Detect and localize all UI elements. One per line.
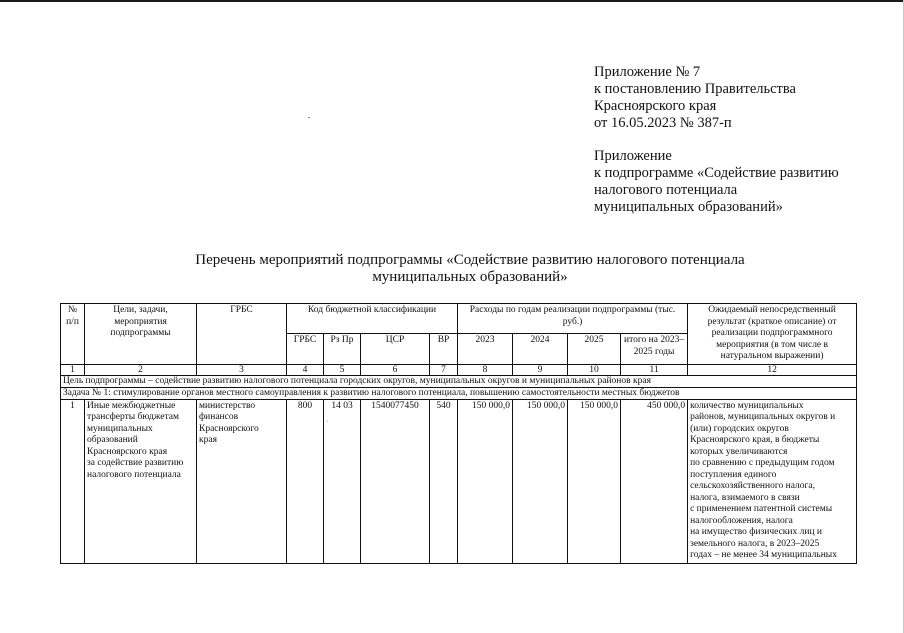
result-line: налогообложения, налога xyxy=(690,515,793,526)
amount-total: 450 000,0 xyxy=(621,399,688,563)
measure-name-line: Иные межбюджетные xyxy=(87,400,176,411)
measure-name-line: трансферты бюджетам xyxy=(87,412,179,422)
column-number: 9 xyxy=(513,364,568,375)
result-line: земельного налога, в 2023–2025 xyxy=(690,538,820,549)
col-header-rzpr: Рз Пр xyxy=(324,334,361,364)
col-header-costs-group: Расходы по годам реализации подпрограммы (тыс. руб.) xyxy=(458,304,688,334)
result-line: сельскохозяйственного налога, xyxy=(690,481,815,491)
measure-name-line: муниципальных xyxy=(87,423,153,434)
document-title xyxy=(140,252,800,286)
result-line: количество муниципальных xyxy=(690,400,804,411)
code-grbs-cell: 800 xyxy=(287,399,324,563)
column-number: 12 xyxy=(688,364,857,375)
grbs-name xyxy=(197,399,287,563)
measure-name xyxy=(85,399,197,563)
column-number: 1 xyxy=(61,364,85,375)
task-row xyxy=(61,387,857,399)
row-number: 1 xyxy=(61,399,85,563)
page-top-edge xyxy=(0,0,904,2)
column-number: 6 xyxy=(361,364,430,375)
col-header-vr: ВР xyxy=(430,334,458,364)
measure-name-line: образований xyxy=(87,435,138,445)
result-line: по сравнению с предыдущим годом xyxy=(690,458,835,468)
title-line-1: Перечень мероприятий подпрограммы «Содействие развитию налогового потенциала xyxy=(195,252,745,268)
scan-mark: · xyxy=(326,417,329,426)
header-row-top xyxy=(61,304,857,334)
measures-table xyxy=(60,303,857,564)
col-header-code-group: Код бюджетной классификации xyxy=(287,304,458,334)
header-line: Приложение № 7 xyxy=(594,64,701,80)
column-number: 5 xyxy=(324,364,361,375)
result-line: районов, муниципальных округов и xyxy=(690,412,836,422)
grbs-name-line: края xyxy=(199,435,217,445)
col-header-num: № п/п xyxy=(61,304,85,365)
grbs-name-line: Красноярского xyxy=(199,423,259,434)
header-line: муниципальных образований» xyxy=(594,199,783,215)
appendix-header xyxy=(594,64,894,216)
amount-2023: 150 000,0 xyxy=(458,399,513,563)
result-line: на имущество физических лиц и xyxy=(690,527,822,537)
goal-row xyxy=(61,375,857,387)
column-number-row xyxy=(61,364,857,375)
table-row xyxy=(61,399,857,563)
rzpr-cell xyxy=(324,399,361,563)
column-number: 4 xyxy=(287,364,324,375)
col-header-result: Ожидаемый непосредственный результат (краткое описание) от реализации подпрограммного мероприятия (в том числе в натуральном выражении) xyxy=(688,304,857,365)
col-header-2025: 2025 xyxy=(568,334,621,364)
col-header-goals: Цели, задачи, мероприятия подпрограммы xyxy=(85,304,197,365)
column-number: 7 xyxy=(430,364,458,375)
col-header-grbs: ГРБС xyxy=(197,304,287,365)
result-line: годах – не менее 34 муниципальных xyxy=(690,550,837,560)
result-line: (или) городских округов xyxy=(690,423,789,434)
amount-2025: 150 000,0 xyxy=(568,399,621,563)
grbs-name-line: финансов xyxy=(199,412,239,422)
goal-text: Цель подпрограммы – содействие развитию налогового потенциала городских округов, муниципальных округов и муниципальных районов края xyxy=(61,375,857,387)
expected-result xyxy=(688,399,857,563)
scan-speck xyxy=(308,117,310,118)
col-header-2023: 2023 xyxy=(458,334,513,364)
header-line: от 16.05.2023 № 387-п xyxy=(594,115,732,131)
title-line-2: муниципальных образований» xyxy=(372,269,568,285)
column-number: 8 xyxy=(458,364,513,375)
column-number: 11 xyxy=(621,364,688,375)
vr-cell: 540 xyxy=(430,399,458,563)
result-line: поступления единого xyxy=(690,469,777,480)
col-header-code-grbs: ГРБС xyxy=(287,334,324,364)
measure-name-line: налогового потенциала xyxy=(87,469,181,480)
column-number: 10 xyxy=(568,364,621,375)
column-number: 3 xyxy=(197,364,287,375)
header-line: Красноярского края xyxy=(594,98,717,114)
col-header-2024: 2024 xyxy=(513,334,568,364)
header-line: к подпрограмме «Содействие развитию xyxy=(594,165,839,181)
column-number: 2 xyxy=(85,364,197,375)
header-line: налогового потенциала xyxy=(594,182,738,198)
header-line: к постановлению Правительства xyxy=(594,81,796,97)
result-line: Красноярского края, в бюджеты xyxy=(690,435,820,445)
task-text: Задача № 1: стимулирование органов местного самоуправления к развитию налогового потенциала, повышению самостоятельности местных бюджетов xyxy=(61,387,857,399)
result-line: с применением патентной системы xyxy=(690,504,833,514)
col-header-csr: ЦСР xyxy=(361,334,430,364)
header-line: Приложение xyxy=(594,148,672,164)
measure-name-line: Красноярского края xyxy=(87,446,168,457)
csr-cell: 1540077450 xyxy=(361,399,430,563)
amount-2024: 150 000,0 xyxy=(513,399,568,563)
measure-name-line: за содействие развитию xyxy=(87,458,184,468)
rzpr-value: 14 03 xyxy=(331,400,353,411)
result-line: которых увеличиваются xyxy=(690,446,788,457)
result-line: налога, взимаемого в связи xyxy=(690,492,800,503)
col-header-total: итого на 2023–2025 годы xyxy=(621,334,688,364)
grbs-name-line: министерство xyxy=(199,400,256,411)
